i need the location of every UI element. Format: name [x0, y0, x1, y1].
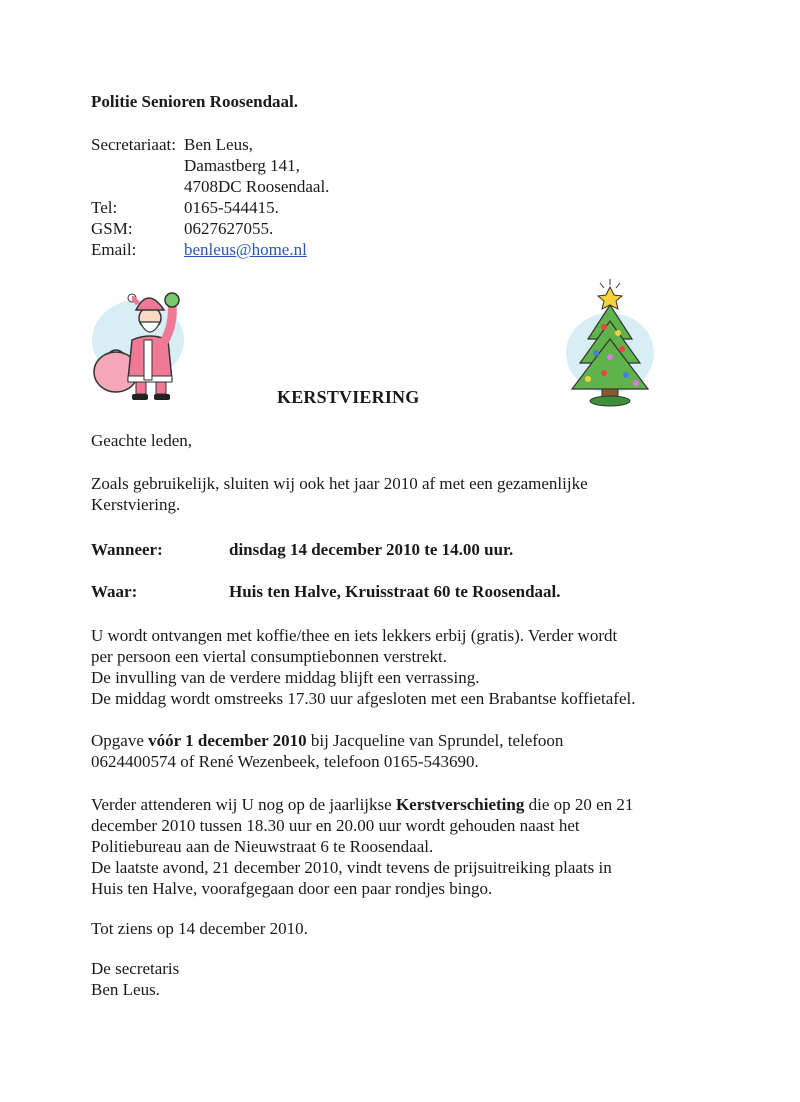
intro-line: Kerstviering. — [91, 495, 181, 514]
email-label: Email: — [91, 240, 137, 259]
tel-label: Tel: — [91, 198, 118, 217]
signature-role: De secretaris — [91, 959, 180, 978]
greeting: Geachte leden, — [91, 431, 192, 450]
shooting-line: december 2010 tussen 18.30 uur en 20.00 uur wordt gehouden naast het — [91, 816, 580, 835]
registration-contact: bij Jacqueline van Sprundel, telefoon — [306, 731, 564, 750]
shooting-line: Politiebureau aan de Nieuwstraat 6 te Roosendaal. — [91, 837, 434, 856]
when-label: Wanneer: — [91, 540, 163, 559]
city-address: 4708DC Roosendaal. — [184, 177, 330, 196]
secretariaat-label: Secretariaat: — [91, 135, 176, 154]
registration-deadline: vóór 1 december 2010 — [148, 731, 307, 750]
where-label: Waar: — [91, 582, 138, 601]
registration-line: 0624400574 of René Wezenbeek, telefoon 0165-543690. — [91, 752, 479, 771]
secretary-name: Ben Leus, — [184, 135, 253, 154]
page-title: KERSTVIERING — [277, 387, 420, 407]
program-line: U wordt ontvangen met koffie/thee en iets lekkers erbij (gratis). Verder wordt — [91, 626, 618, 645]
program-line: per persoon een viertal consumptiebonnen verstrekt. — [91, 647, 447, 666]
shooting-event: Kerstverschieting — [395, 795, 525, 814]
santa-claus-icon — [88, 280, 192, 406]
christmas-tree-icon — [560, 277, 660, 409]
shooting-rest: die op 20 en 21 — [524, 795, 634, 814]
shooting-line: De laatste avond, 21 december 2010, vindt tevens de prijsuitreiking plaats in — [91, 858, 612, 877]
registration-line — [91, 730, 563, 751]
closing: Tot ziens op 14 december 2010. — [91, 919, 308, 938]
gsm-label: GSM: — [91, 219, 133, 238]
organization-name: Politie Senioren Roosendaal. — [91, 92, 298, 111]
street-address: Damastberg 141, — [184, 156, 300, 175]
shooting-line — [91, 794, 633, 815]
where-value: Huis ten Halve, Kruisstraat 60 te Roosendaal. — [229, 582, 561, 601]
registration-prefix: Opgave — [91, 731, 149, 750]
signature-name: Ben Leus. — [91, 980, 160, 999]
email-link[interactable]: benleus@home.nl — [184, 240, 307, 259]
gsm-value: 0627627055. — [184, 219, 274, 238]
program-line: De middag wordt omstreeks 17.30 uur afgesloten met een Brabantse koffietafel. — [91, 689, 636, 708]
shooting-line: Huis ten Halve, voorafgegaan door een paar rondjes bingo. — [91, 879, 493, 898]
tel-value: 0165-544415. — [184, 198, 279, 217]
intro-line: Zoals gebruikelijk, sluiten wij ook het jaar 2010 af met een gezamenlijke — [91, 474, 588, 493]
when-value: dinsdag 14 december 2010 te 14.00 uur. — [229, 540, 514, 559]
program-line: De invulling van de verdere middag blijft een verrassing. — [91, 668, 480, 687]
shooting-prefix: Verder attenderen wij U nog op de jaarlijkse — [91, 795, 396, 814]
